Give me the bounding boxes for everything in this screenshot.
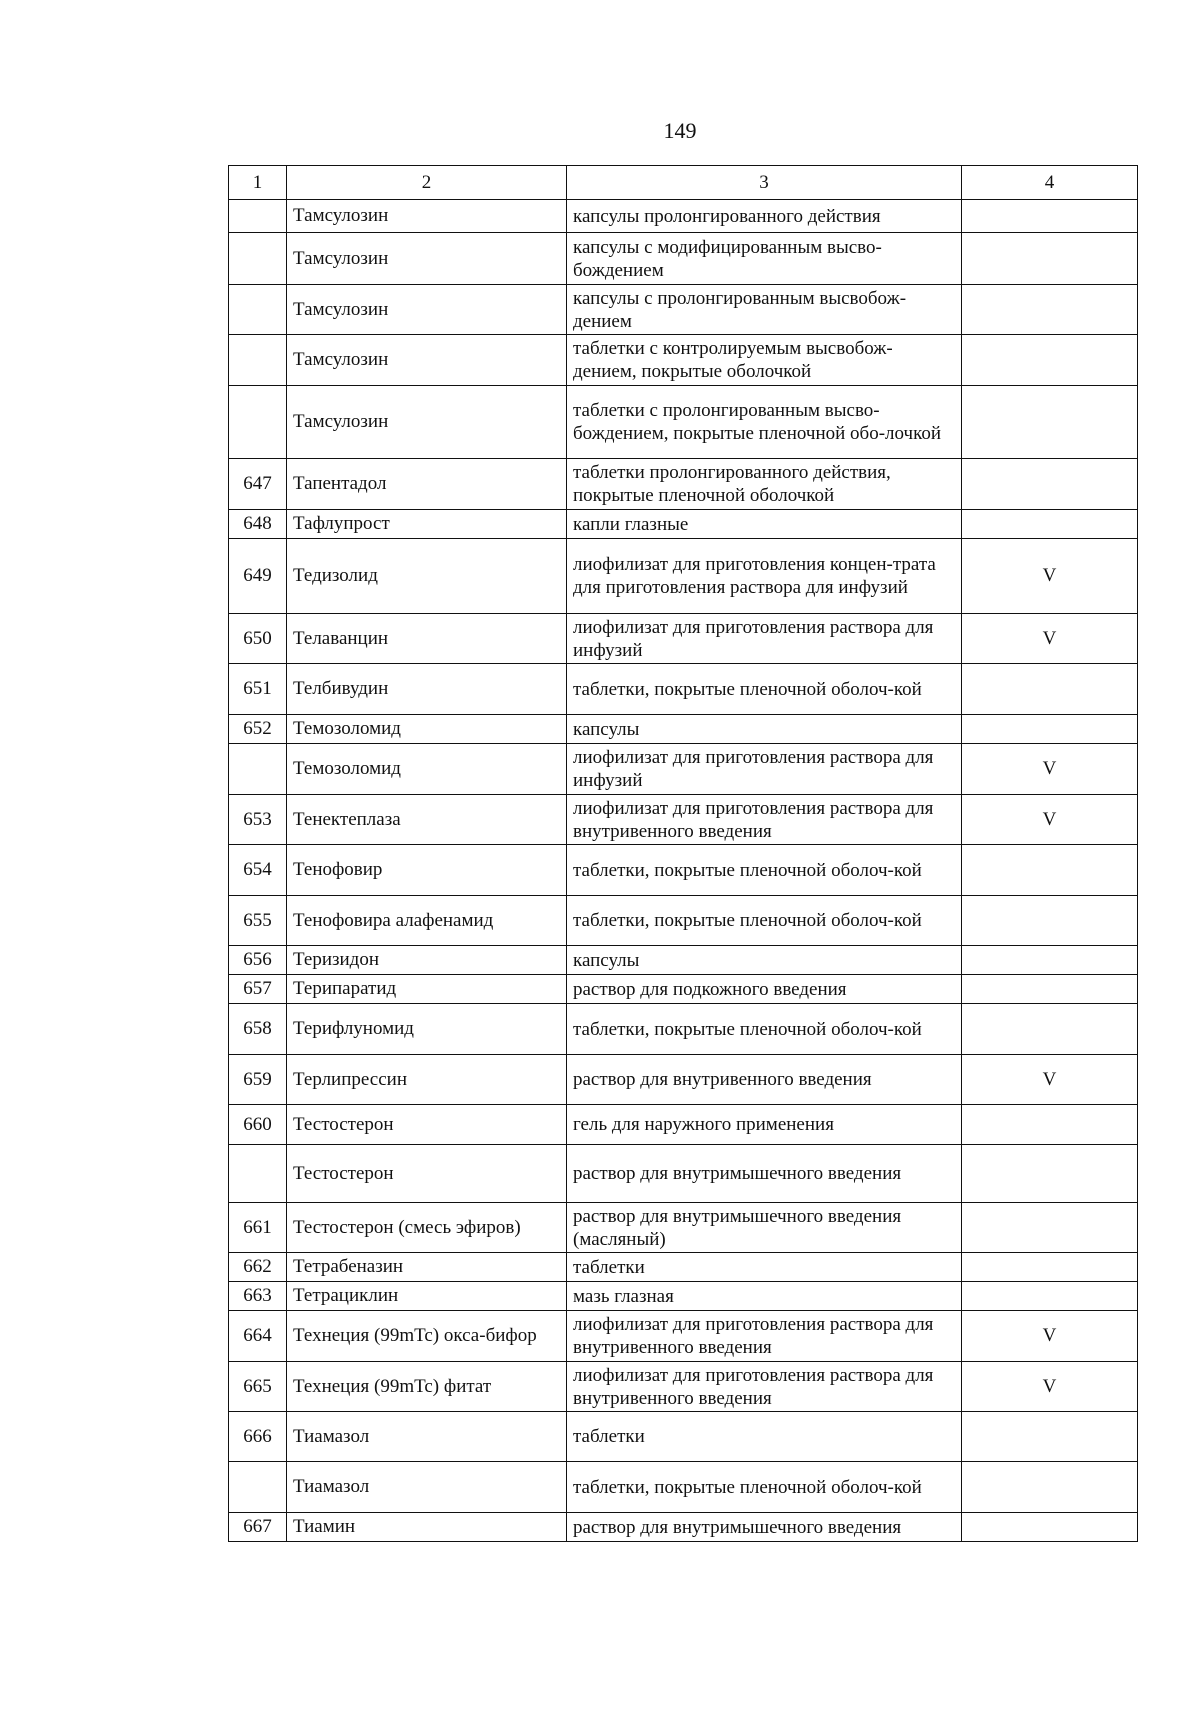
vital-mark-cell xyxy=(962,1004,1138,1055)
vital-mark-cell xyxy=(962,386,1138,459)
row-number-cell: 652 xyxy=(229,715,287,744)
dosage-form-cell: раствор для внутримышечного введения xyxy=(567,1145,962,1203)
drug-name-cell: Тиамазол xyxy=(287,1412,567,1462)
vital-mark-cell xyxy=(962,1105,1138,1145)
row-number-cell: 665 xyxy=(229,1362,287,1412)
column-header-1: 1 xyxy=(229,166,287,200)
table-row xyxy=(229,1253,1138,1282)
dosage-form-cell: раствор для внутривенного введения xyxy=(567,1055,962,1105)
vital-mark-cell: V xyxy=(962,795,1138,845)
dosage-form-cell: лиофилизат для приготовления раствора для инфузий xyxy=(567,614,962,664)
dosage-form-cell: лиофилизат для приготовления концен-трата для приготовления раствора для инфузий xyxy=(567,539,962,614)
dosage-form-cell: капсулы с пролонгированным высвобож-дением xyxy=(567,285,962,335)
drug-name-cell: Тамсулозин xyxy=(287,200,567,233)
vital-mark-cell xyxy=(962,200,1138,233)
row-number-cell: 666 xyxy=(229,1412,287,1462)
vital-mark-cell: V xyxy=(962,539,1138,614)
drug-name-cell: Тенофовир xyxy=(287,845,567,896)
table-row xyxy=(229,845,1138,896)
row-number-cell: 661 xyxy=(229,1203,287,1253)
table-row xyxy=(229,1282,1138,1311)
drug-name-cell: Тиамазол xyxy=(287,1462,567,1513)
dosage-form-cell: капли глазные xyxy=(567,510,962,539)
row-number-cell xyxy=(229,744,287,795)
row-number-cell: 656 xyxy=(229,946,287,975)
dosage-form-cell: мазь глазная xyxy=(567,1282,962,1311)
row-number-cell xyxy=(229,233,287,285)
row-number-cell xyxy=(229,386,287,459)
table-row xyxy=(229,946,1138,975)
row-number-cell: 659 xyxy=(229,1055,287,1105)
vital-mark-cell xyxy=(962,664,1138,715)
row-number-cell: 650 xyxy=(229,614,287,664)
vital-mark-cell xyxy=(962,1513,1138,1542)
table-header-row xyxy=(229,166,1138,200)
dosage-form-cell: капсулы пролонгированного действия xyxy=(567,200,962,233)
vital-mark-cell xyxy=(962,510,1138,539)
row-number-cell: 657 xyxy=(229,975,287,1004)
table-row xyxy=(229,664,1138,715)
table-row xyxy=(229,1412,1138,1462)
column-header-4: 4 xyxy=(962,166,1138,200)
dosage-form-cell: раствор для подкожного введения xyxy=(567,975,962,1004)
table-row xyxy=(229,386,1138,459)
drug-name-cell: Тенофовира алафенамид xyxy=(287,896,567,946)
dosage-form-cell: таблетки, покрытые пленочной оболоч-кой xyxy=(567,845,962,896)
table-row xyxy=(229,896,1138,946)
column-header-2: 2 xyxy=(287,166,567,200)
drug-name-cell: Темозоломид xyxy=(287,744,567,795)
drug-name-cell: Тестостерон xyxy=(287,1145,567,1203)
vital-mark-cell xyxy=(962,1253,1138,1282)
dosage-form-cell: лиофилизат для приготовления раствора для инфузий xyxy=(567,744,962,795)
vital-mark-cell xyxy=(962,715,1138,744)
table-row xyxy=(229,1055,1138,1105)
row-number-cell xyxy=(229,285,287,335)
row-number-cell: 662 xyxy=(229,1253,287,1282)
dosage-form-cell: таблетки xyxy=(567,1253,962,1282)
dosage-form-cell: таблетки с контролируемым высвобож-дением, покрытые оболочкой xyxy=(567,335,962,386)
drug-name-cell: Теризидон xyxy=(287,946,567,975)
vital-mark-cell xyxy=(962,1282,1138,1311)
dosage-form-cell: капсулы с модифицированным высво-бождением xyxy=(567,233,962,285)
drug-name-cell: Тиамин xyxy=(287,1513,567,1542)
table-row xyxy=(229,975,1138,1004)
table-row xyxy=(229,1004,1138,1055)
drug-name-cell: Тамсулозин xyxy=(287,285,567,335)
drug-name-cell: Терипаратид xyxy=(287,975,567,1004)
row-number-cell: 658 xyxy=(229,1004,287,1055)
vital-mark-cell xyxy=(962,335,1138,386)
drug-name-cell: Тамсулозин xyxy=(287,335,567,386)
table-row xyxy=(229,715,1138,744)
drug-name-cell: Технеция (99mTc) окса-бифор xyxy=(287,1311,567,1362)
drug-name-cell: Тедизолид xyxy=(287,539,567,614)
drug-name-cell: Тафлупрост xyxy=(287,510,567,539)
table-row xyxy=(229,744,1138,795)
table-row xyxy=(229,539,1138,614)
row-number-cell: 655 xyxy=(229,896,287,946)
dosage-form-cell: таблетки, покрытые пленочной оболоч-кой xyxy=(567,896,962,946)
vital-mark-cell xyxy=(962,1145,1138,1203)
dosage-form-cell: таблетки xyxy=(567,1412,962,1462)
table-row xyxy=(229,1311,1138,1362)
vital-mark-cell xyxy=(962,975,1138,1004)
vital-mark-cell xyxy=(962,1462,1138,1513)
dosage-form-cell: лиофилизат для приготовления раствора для внутривенного введения xyxy=(567,1362,962,1412)
drug-name-cell: Телбивудин xyxy=(287,664,567,715)
dosage-form-cell: раствор для внутримышечного введения (масляный) xyxy=(567,1203,962,1253)
dosage-form-cell: таблетки пролонгированного действия, покрытые пленочной оболочкой xyxy=(567,459,962,510)
row-number-cell: 653 xyxy=(229,795,287,845)
drug-name-cell: Тетрациклин xyxy=(287,1282,567,1311)
table-row xyxy=(229,233,1138,285)
column-header-3: 3 xyxy=(567,166,962,200)
row-number-cell: 664 xyxy=(229,1311,287,1362)
row-number-cell: 649 xyxy=(229,539,287,614)
row-number-cell xyxy=(229,200,287,233)
page-number: 149 xyxy=(663,118,697,143)
drug-name-cell: Технеция (99mTc) фитат xyxy=(287,1362,567,1412)
table-row xyxy=(229,1513,1138,1542)
drug-name-cell: Тенектеплаза xyxy=(287,795,567,845)
vital-mark-cell: V xyxy=(962,744,1138,795)
vital-mark-cell xyxy=(962,285,1138,335)
vital-mark-cell xyxy=(962,946,1138,975)
drug-name-cell: Тамсулозин xyxy=(287,233,567,285)
dosage-form-cell: таблетки, покрытые пленочной оболоч-кой xyxy=(567,1004,962,1055)
row-number-cell: 663 xyxy=(229,1282,287,1311)
dosage-form-cell: таблетки, покрытые пленочной оболоч-кой xyxy=(567,664,962,715)
row-number-cell: 660 xyxy=(229,1105,287,1145)
table-row xyxy=(229,510,1138,539)
table-body xyxy=(229,200,1138,1542)
row-number-cell xyxy=(229,1462,287,1513)
drug-name-cell: Тамсулозин xyxy=(287,386,567,459)
dosage-form-cell: капсулы xyxy=(567,946,962,975)
drug-table xyxy=(228,165,1138,1542)
vital-mark-cell: V xyxy=(962,1362,1138,1412)
drug-name-cell: Темозоломид xyxy=(287,715,567,744)
table-row xyxy=(229,1462,1138,1513)
drug-name-cell: Тетрабеназин xyxy=(287,1253,567,1282)
table-row xyxy=(229,200,1138,233)
dosage-form-cell: таблетки, покрытые пленочной оболоч-кой xyxy=(567,1462,962,1513)
dosage-form-cell: раствор для внутримышечного введения xyxy=(567,1513,962,1542)
table-row xyxy=(229,1362,1138,1412)
vital-mark-cell xyxy=(962,1412,1138,1462)
dosage-form-cell: таблетки с пролонгированным высво-бождением, покрытые пленочной обо-лочкой xyxy=(567,386,962,459)
table-row xyxy=(229,1203,1138,1253)
table-row xyxy=(229,1105,1138,1145)
drug-name-cell: Терлипрессин xyxy=(287,1055,567,1105)
row-number-cell: 647 xyxy=(229,459,287,510)
dosage-form-cell: лиофилизат для приготовления раствора для внутривенного введения xyxy=(567,795,962,845)
dosage-form-cell: лиофилизат для приготовления раствора для внутривенного введения xyxy=(567,1311,962,1362)
table-row xyxy=(229,1145,1138,1203)
row-number-cell xyxy=(229,1145,287,1203)
vital-mark-cell xyxy=(962,896,1138,946)
dosage-form-cell: капсулы xyxy=(567,715,962,744)
table-row xyxy=(229,285,1138,335)
vital-mark-cell: V xyxy=(962,1055,1138,1105)
drug-name-cell: Тестостерон xyxy=(287,1105,567,1145)
row-number-cell: 648 xyxy=(229,510,287,539)
table-row xyxy=(229,614,1138,664)
drug-name-cell: Терифлуномид xyxy=(287,1004,567,1055)
drug-name-cell: Тапентадол xyxy=(287,459,567,510)
dosage-form-cell: гель для наружного применения xyxy=(567,1105,962,1145)
row-number-cell xyxy=(229,335,287,386)
table-row xyxy=(229,795,1138,845)
vital-mark-cell xyxy=(962,233,1138,285)
row-number-cell: 654 xyxy=(229,845,287,896)
vital-mark-cell: V xyxy=(962,1311,1138,1362)
vital-mark-cell xyxy=(962,1203,1138,1253)
vital-mark-cell xyxy=(962,845,1138,896)
drug-name-cell: Телаванцин xyxy=(287,614,567,664)
table-row xyxy=(229,459,1138,510)
vital-mark-cell: V xyxy=(962,614,1138,664)
row-number-cell: 651 xyxy=(229,664,287,715)
vital-mark-cell xyxy=(962,459,1138,510)
row-number-cell: 667 xyxy=(229,1513,287,1542)
table-row xyxy=(229,335,1138,386)
drug-name-cell: Тестостерон (смесь эфиров) xyxy=(287,1203,567,1253)
